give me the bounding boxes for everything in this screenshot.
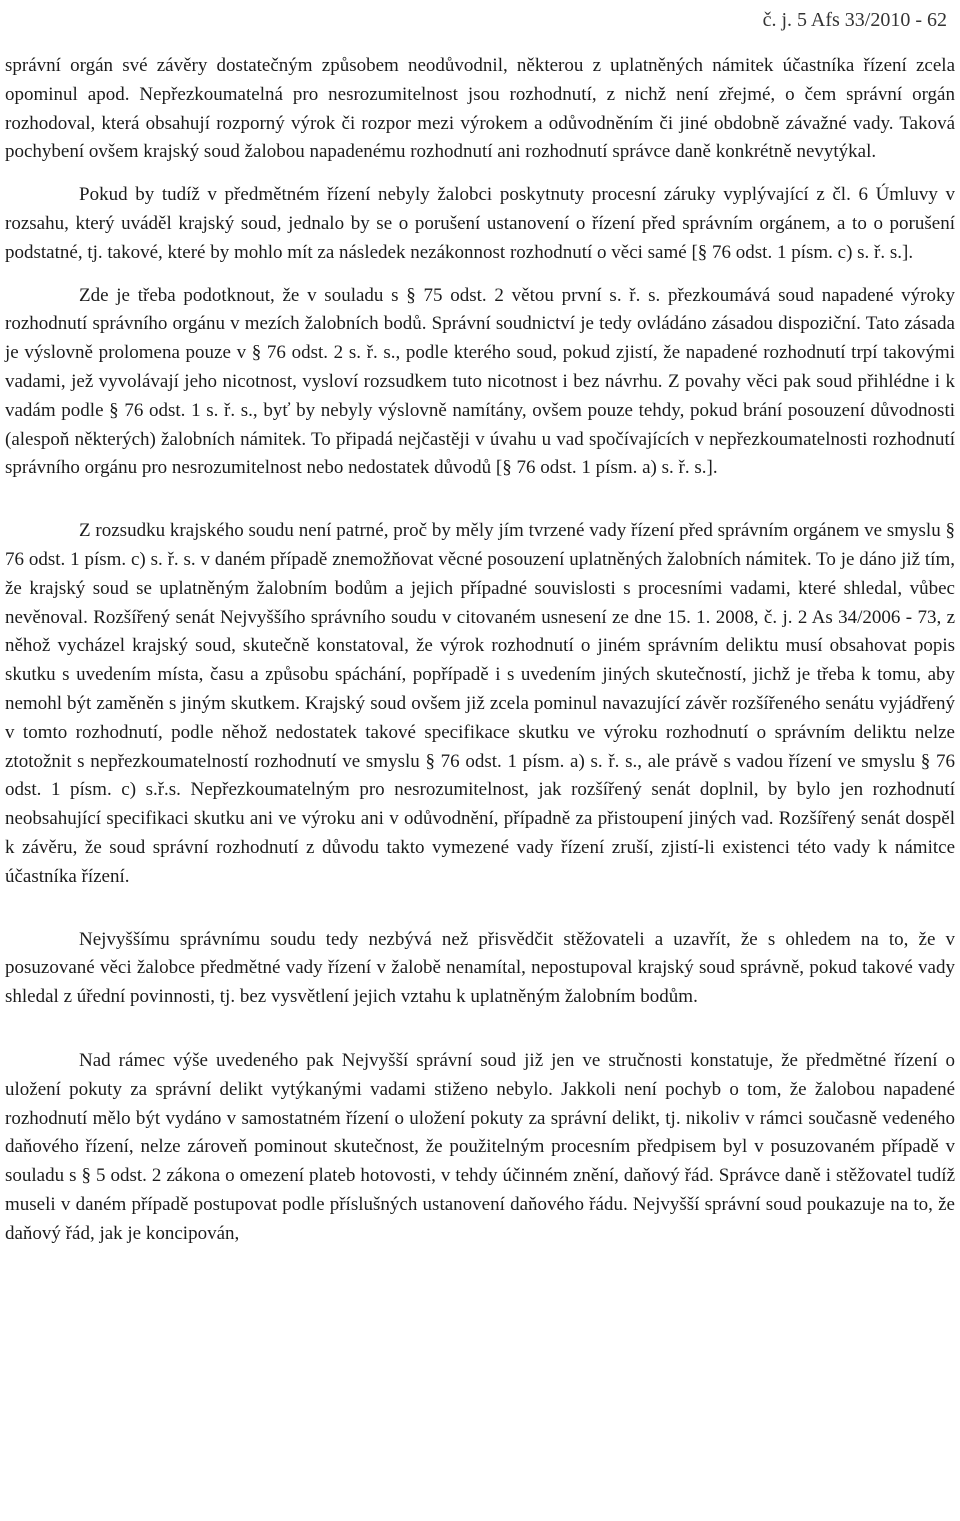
page-header-reference: č. j. 5 Afs 33/2010 - 62 [762,9,947,31]
paragraph-obiter-dictum: Nad rámec výše uvedeného pak Nejvyšší správní soud již jen ve stručnosti konstatuje, že předmětné řízení o uložení pokuty za správní delikt vytýkanými vadami stiženo nebylo. Jakkoli není pochyb o tom, že žalobou napadené rozhodnutí mělo být vydáno v samostatném řízení o uložení pokuty za správní delikt, tj. nikoliv v rámci současně vedeného daňového řízení, nelze zároveň pominout skutečnost, že použitelným procesním předpisem byl v posuzovaném případě v souladu s § 5 odst. 2 zákona o omezení plateb hotovosti, v tehdy účinném znění, daňový řád. Správce daně i stěžovatel tudíž museli v daném případě postupovat podle příslušných ustanovení daňového řádu. Nejvyšší správní soud poukazuje na to, že daňový řád, jak je koncipován, [5,1049,955,1244]
paragraph-regional-court-judgment: Z rozsudku krajského soudu není patrné, proč by měly jím tvrzené vady řízení před správním orgánem ve smyslu § 76 odst. 1 písm. c) s. ř. s. v daném případě znemožňovat věcné posouzení uplatněných žalobních námitek. To je dáno již tím, že krajský soud se uplatněným žalobním bodům a jejich případné souvislosti s procesními vadami, které shledal, vůbec nevěnoval. Rozšířený senát Nejvyššího správního soudu v citovaném usnesení ze dne 15. 1. 2008, č. j. 2 As 34/2006 - 73, z něhož vycházel krajský soud, skutečně konstatoval, že výrok rozhodnutí o jiném správním deliktu musí obsahovat popis skutku s uvedením místa, času a způsobu spáchání, popřípadě i s uvedením jiných skutečností, jichž je třeba k tomu, aby nemohl být zaměněn s jiným skutkem. Krajský soud ovšem již zcela pominul navazující závěr rozšířeného senátu vyjádřený v tomto rozhodnutí, podle něhož nedostatek takové specifikace skutku ve výroku rozhodnutí o správním deliktu nelze ztotožnit s nepřezkoumatelností rozhodnutí ve smyslu § 76 odst. 1 písm. a) s. ř. s., ale právě s vadou řízení ve smyslu § 76 odst. 1 písm. c) s.ř.s. Nepřezkoumatelným pro nesrozumitelnost, jak rozšířený senát doplnil, by bylo jen rozhodnutí neobsahující specifikaci skutku ani ve výroku ani v odůvodnění, případně za přistoupení jiných vad. Rozšířený senát dospěl k závěru, že soud správní rozhodnutí z důvodu takto vymezené vady řízení zruší, zjistí-li existenci této vady k námitce účastníka řízení. [5,520,955,887]
paragraph-procedural-guarantees: Pokud by tudíž v předmětném řízení nebyly žalobci poskytnuty procesní záruky vyplývající z čl. 6 Úmluvy v rozsahu, který uváděl krajský soud, jednalo by se o porušení ustanovení o řízení před správním orgánem, a to o porušení podstatné, tj. takové, které by mohlo mít za následek nezákonnost rozhodnutí o věci samé [§ 76 odst. 1 písm. c) s. ř. s.]. [5,184,955,263]
paragraph-dispositive-principle: Zde je třeba podotknout, že v souladu s § 75 odst. 2 větou první s. ř. s. přezkoumává soud napadené výroky rozhodnutí správního orgánu v mezích žalobních bodů. Správní soudnictví je tedy ovládáno zásadou dispoziční. Tato zásada je výslovně prolomena pouze v § 76 odst. 2 s. ř. s., podle kterého soud, pokud zjistí, že napadené rozhodnutí trpí takovými vadami, jež vyvolávají jeho nicotnost, vysloví rozsudkem tuto nicotnost i bez návrhu. Z povahy věci pak soud přihlédne i k vadám podle § 76 odst. 1 s. ř. s., byť by nebyly výslovně namítány, ovšem pouze tehdy, pokud brání posouzení důvodnosti (alespoň některých) žalobních námitek. To připadá nejčastěji v úvahu u vad spočívajících v nepřezkoumatelnosti rozhodnutí správního orgánu pro nesrozumitelnost nebo nedostatek důvodů [§ 76 odst. 1 písm. a) s. ř. s.]. [5,284,955,479]
paragraph-conclusion: Nejvyššímu správnímu soudu tedy nezbývá než přisvědčit stěžovateli a uzavřít, že s ohledem na to, že v posuzované věci žalobce předmětné vady řízení v žalobě nenamítal, nepostupoval krajský soud správně, pokud takové vady shledal z úřední povinnosti, tj. bez vysvětlení jejich vztahu k uplatněným žalobním bodům. [5,928,955,1008]
paragraph-continuation: správní orgán své závěry dostatečným způsobem neodůvodnil, některou z uplatněných námitek účastníka řízení zcela opominul apod. Nepřezkoumatelná pro nesrozumitelnost jsou rozhodnutí, z nichž není zřejmé, o čem správní orgán rozhodoval, která obsahují rozporný výrok či rozpor mezi výrokem a odůvodněním či jiné obdobně závažné vady. Taková pochybení ovšem krajský soud žalobou napadenému rozhodnutí ani rozhodnutí správce daně konkrétně nevytýkal. [5,55,955,163]
document-body [5,52,955,1248]
